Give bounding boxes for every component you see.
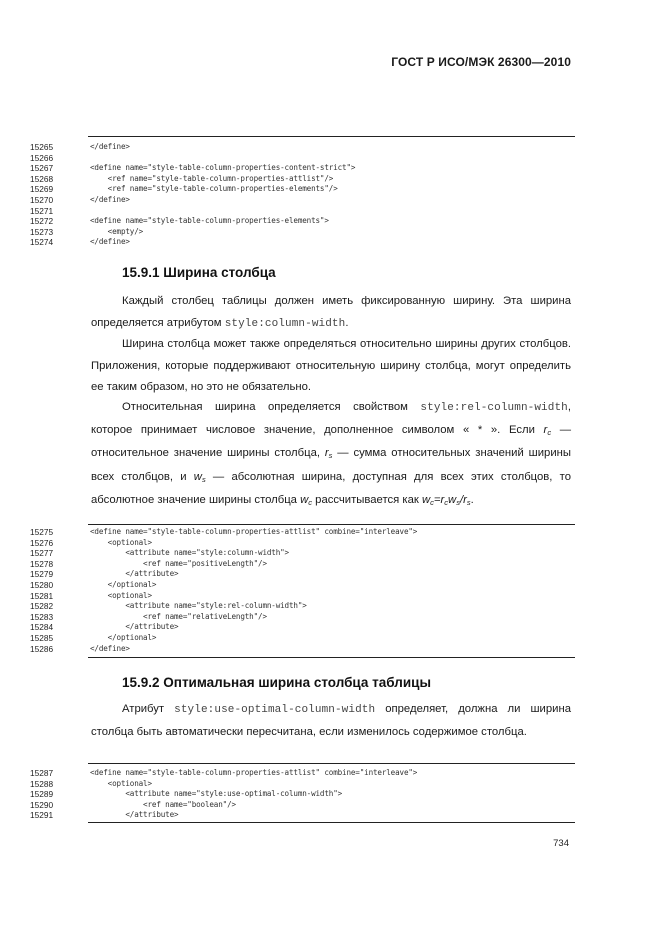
- line-number: 15273: [30, 226, 54, 237]
- code-text: <empty/>: [90, 226, 144, 236]
- code-line: [30, 779, 575, 789]
- inline-code: style:rel-column-width: [420, 402, 568, 414]
- code-line: [30, 789, 575, 799]
- line-number: 15272: [30, 216, 54, 227]
- code-text: </optional>: [90, 580, 157, 589]
- code-line: [30, 622, 575, 632]
- code-text: </define>: [90, 142, 130, 151]
- code-line: [30, 237, 575, 247]
- code-text: <ref name="relativeLength"/>: [90, 611, 267, 621]
- code-line: [30, 569, 575, 579]
- line-number: 15287: [30, 768, 54, 778]
- code-line: [30, 633, 575, 643]
- code-line: [30, 174, 575, 184]
- code-text: <attribute name="style:use-optimal-column-width">: [90, 789, 343, 799]
- code-line: [30, 800, 575, 810]
- code-text: <define name="style-table-column-properties-content-strict">: [90, 163, 356, 173]
- code-line: [30, 559, 575, 569]
- code-text: <attribute name="style:rel-column-width">: [90, 601, 307, 611]
- code-text: </define>: [90, 643, 130, 653]
- paragraph-2: Ширина столбца может также определяться относительно ширины других столбцов. Приложения, которые поддерживают относительную ширину столбца, могут определить ее таким образом, но это не обязательно.: [91, 338, 571, 393]
- code-text: <ref name="positiveLength"/>: [90, 558, 267, 568]
- code-line: [30, 163, 575, 173]
- page-number: 734: [553, 838, 569, 849]
- paragraph-3: Относительная ширина определяется свойством style:rel-column-width, которое принимает числовое значение, дополненное символом « * ». Если $r_c$ — относительное значение ширины столбца, $r_s$ — сумма относительных значений ширины всех столбцов, и $w_s$ — абсолютная ширина, доступная для всех этих столбцов, то абсолютное значение ширины столбца $w_c$ рассчитывается как $w_c=r_cw_s/r_s$.: [91, 401, 571, 507]
- code-text: <ref name="style-table-column-properties-elements"/>: [90, 184, 338, 194]
- code-line: [30, 142, 575, 152]
- line-number: 15279: [30, 569, 54, 580]
- line-number: 15285: [30, 633, 54, 643]
- code-line: [30, 527, 575, 537]
- line-number: 15270: [30, 195, 54, 205]
- code-line: [30, 810, 575, 820]
- code-rule-bottom: [88, 822, 575, 823]
- line-number: 15281: [30, 590, 54, 601]
- code-line: [30, 580, 575, 590]
- code-line: [30, 644, 575, 654]
- line-number: 15286: [30, 643, 54, 654]
- code-block-1: [30, 136, 575, 248]
- code-text: </attribute>: [90, 810, 179, 820]
- line-number: 15269: [30, 184, 54, 195]
- code-text: </optional>: [90, 633, 157, 642]
- code-line: [30, 216, 575, 226]
- line-number: 15274: [30, 237, 54, 248]
- code-line: [30, 538, 575, 548]
- line-number: 15288: [30, 778, 54, 789]
- section-heading-15-9-2: 15.9.2 Оптимальная ширина столбца таблицы: [122, 675, 431, 690]
- paragraph-1: Каждый столбец таблицы должен иметь фиксированную ширину. Эта ширина определяется атрибутом style:column-width.: [91, 295, 571, 330]
- line-number: 15277: [30, 548, 54, 559]
- line-number: 15291: [30, 810, 54, 821]
- code-text: <optional>: [90, 778, 152, 788]
- inline-code: style:column-width: [224, 317, 346, 330]
- paragraph-4: Атрибут style:use-optimal-column-width определяет, должна ли ширина столбца быть автоматически пересчитана, если изменилось содержимое столбца.: [91, 703, 571, 738]
- code-rule-bottom: [88, 657, 575, 658]
- code-text: <optional>: [90, 537, 152, 547]
- code-line: [30, 548, 575, 558]
- code-line: [30, 195, 575, 205]
- line-number: 15278: [30, 558, 54, 569]
- code-rule-top: [88, 136, 575, 137]
- code-text: <define name="style-table-column-properties-attlist" combine="interleave">: [90, 768, 418, 777]
- code-line: [30, 612, 575, 622]
- line-number: 15283: [30, 611, 54, 622]
- document-header: ГОСТ Р ИСО/МЭК 26300—2010: [391, 55, 571, 69]
- line-number: 15266: [30, 152, 54, 163]
- code-line: [30, 206, 575, 216]
- line-number: 15290: [30, 799, 54, 810]
- code-rule-top: [88, 524, 575, 525]
- line-number: 15280: [30, 580, 54, 590]
- code-text: </attribute>: [90, 622, 179, 632]
- code-text: <define name="style-table-column-properties-attlist" combine="interleave">: [90, 527, 418, 536]
- code-text: <ref name="style-table-column-properties-attlist"/>: [90, 173, 334, 183]
- code-rule-top: [88, 763, 575, 764]
- line-number: 15275: [30, 527, 54, 537]
- section-heading-15-9-1: 15.9.1 Ширина столбца: [122, 265, 276, 280]
- line-number: 15267: [30, 163, 54, 174]
- line-number: 15276: [30, 537, 54, 548]
- code-line: [30, 227, 575, 237]
- line-number: 15271: [30, 205, 54, 216]
- line-number: 15284: [30, 622, 54, 633]
- code-text: </attribute>: [90, 569, 179, 579]
- code-text: <attribute name="style:column-width">: [90, 548, 289, 558]
- line-number: 15289: [30, 789, 54, 800]
- code-text: </define>: [90, 195, 130, 204]
- code-line: [30, 768, 575, 778]
- code-block-2: [30, 524, 575, 660]
- code-block-3: [30, 763, 575, 825]
- code-text: <optional>: [90, 590, 152, 600]
- code-line: [30, 601, 575, 611]
- line-number: 15265: [30, 142, 54, 152]
- formula: $w_c=r_cw_s/r_s$: [421, 494, 471, 507]
- code-line: [30, 153, 575, 163]
- code-text: <define name="style-table-column-properties-elements">: [90, 216, 329, 226]
- code-text: </define>: [90, 237, 130, 247]
- code-line: [30, 184, 575, 194]
- line-number: 15282: [30, 601, 54, 612]
- line-number: 15268: [30, 173, 54, 184]
- code-line: [30, 591, 575, 601]
- code-text: <ref name="boolean"/>: [90, 799, 236, 809]
- inline-code: style:use-optimal-column-width: [174, 704, 376, 716]
